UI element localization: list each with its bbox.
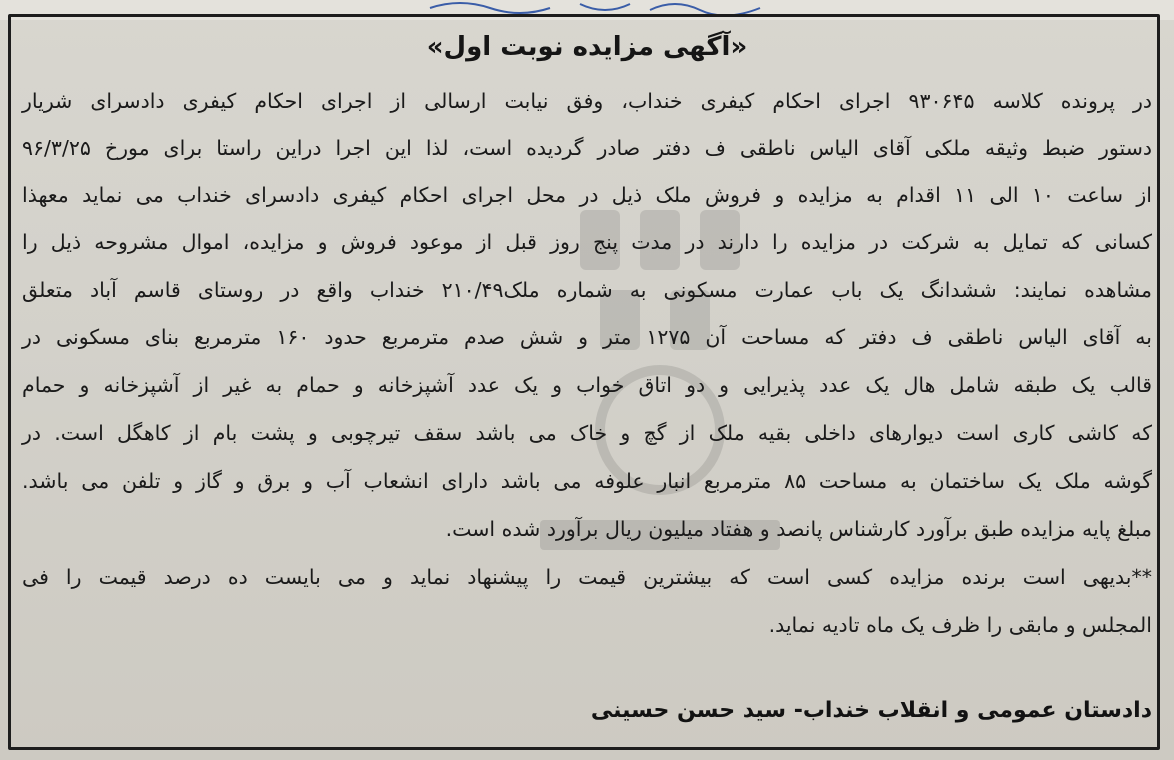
notice-line-1: در پرونده کلاسه ۹۳۰۶۴۵ اجرای احکام کیفری خنداب، وفق نیابت ارسالی از اجرای احکام کیفری دادسرای شریار bbox=[22, 89, 1153, 113]
notice-line-9: گوشه ملک یک ساختمان به مساحت ۸۵ مترمربع انبار علوفه می باشد دارای انشعاب آب و برق و گاز و تلفن می باشد. bbox=[22, 469, 1152, 493]
notice-line-3: از ساعت ۱۰ الی ۱۱ اقدام به مزایده و فروش ملک ذیل در محل اجرای احکام کیفری دادسرای خنداب می نماید معهذا bbox=[22, 183, 1153, 207]
notice-line-6: به آقای الیاس ناطقی ف دفتر که مساحت آن ۱۲۷۵ متر و شش صدم مترمربع حدود ۱۶۰ مترمربع بنای مسکونی در bbox=[22, 325, 1153, 349]
notice-line-10: مبلغ پایه مزایده طبق برآورد کارشناس پانصد و هفتاد میلیون ریال برآورد شده است. bbox=[445, 517, 1152, 541]
notice-line-7: قالب یک طبقه شامل هال یک عدد پذیرایی و دو اتاق خواب و یک عدد آشپزخانه و حمام به غیر از آشپزخانه و حمام bbox=[22, 373, 1152, 397]
notice-line-11: **بدیهی است برنده مزایده کسی است که بیشترین قیمت را پیشنهاد نماید و می بایست ده درصد قیمت را فی bbox=[22, 565, 1152, 589]
notice-signature: دادستان عمومی و انقلاب خنداب- سید حسن حسینی bbox=[590, 698, 1152, 723]
notice-line-2: دستور ضبط وثیقه ملکی آقای الیاس ناطقی ف دفتر صادر گردیده است، لذا این اجرا دراین راستا برای مورخ ۹۶/۳/۲۵ bbox=[22, 136, 1152, 160]
notice-line-12: المجلس و مابقی را ظرف یک ماه تادیه نماید. bbox=[768, 613, 1152, 637]
notice-line-5: مشاهده نمایند: ششدانگ یک باب عمارت مسکونی به شماره ملک۲۱۰/۴۹ خنداب واقع در روستای قاسم آباد متعلق bbox=[22, 278, 1152, 302]
notice-line-4: کسانی که تمایل به شرکت در مزایده را دارند در مدت پنج روز قبل از موعود فروش و مزایده، اموال مشروحه ذیل را bbox=[22, 230, 1152, 254]
notice-title: «آگهی مزایده نوبت اول» bbox=[426, 32, 748, 62]
notice-line-8: که کاشی کاری است دیوارهای داخلی بقیه ملک از گچ و خاک می باشد سقف تیرچوبی و پشت بام از کاهگل است. در bbox=[22, 421, 1152, 445]
